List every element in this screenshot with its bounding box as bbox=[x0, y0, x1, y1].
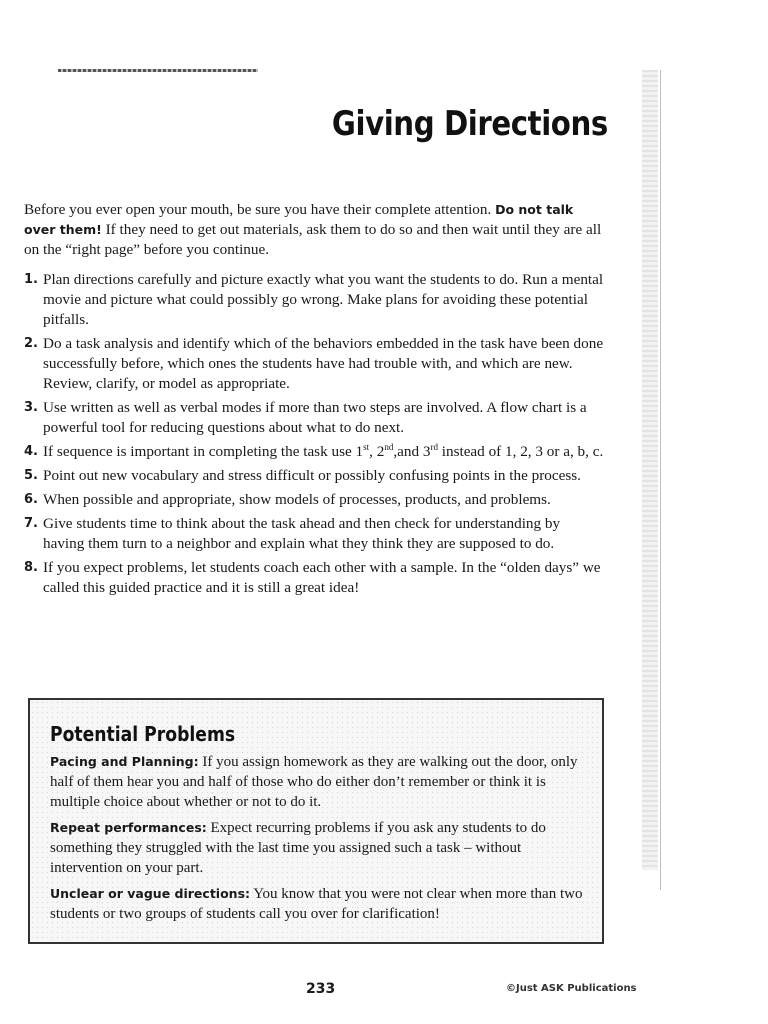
list-number: 3. bbox=[24, 400, 38, 415]
list-number: 1. bbox=[24, 272, 38, 287]
list-item bbox=[24, 466, 604, 486]
ordinal-suffix: nd bbox=[384, 441, 394, 452]
main-content bbox=[24, 200, 604, 602]
intro-paragraph bbox=[24, 200, 604, 260]
list-text: Use written as well as verbal modes if more than two steps are involved. A flow chart is a powerful tool for reducing questions about what to do next. bbox=[43, 399, 587, 436]
list-number: 5. bbox=[24, 468, 38, 483]
scan-edge-shadow bbox=[642, 70, 658, 870]
ordinal-suffix: st bbox=[363, 441, 370, 452]
box-body bbox=[50, 752, 590, 930]
problem-label: Pacing and Planning: bbox=[50, 754, 199, 769]
problem-item bbox=[50, 752, 590, 812]
header-rule bbox=[58, 69, 258, 72]
list-text-part: , 2 bbox=[369, 443, 385, 460]
problem-item bbox=[50, 818, 590, 878]
problem-item bbox=[50, 884, 590, 924]
list-item bbox=[24, 270, 604, 330]
page-number: 233 bbox=[306, 981, 336, 997]
list-item bbox=[24, 490, 604, 510]
list-text bbox=[43, 443, 603, 460]
problem-text: If you assign homework as they are walking out the door, only half of them hear you and half of those who do either don’t remember or think it is multiple choice about whether or not to do it. bbox=[50, 754, 578, 810]
list-item bbox=[24, 558, 604, 598]
box-title: Potential Problems bbox=[50, 722, 236, 746]
list-number: 6. bbox=[24, 492, 38, 507]
running-header bbox=[58, 60, 643, 80]
list-number: 7. bbox=[24, 516, 38, 531]
list-text: Point out new vocabulary and stress difficult or possibly confusing points in the process. bbox=[43, 467, 581, 484]
list-item bbox=[24, 442, 604, 462]
problem-label: Repeat performances: bbox=[50, 820, 207, 835]
problem-text: You know that you were not clear when more than two students or two groups of students call you over for clarification! bbox=[50, 886, 583, 922]
list-text: Plan directions carefully and picture exactly what you want the students to do. Run a mental movie and picture what could possibly go wrong. Make plans for avoiding these potential pitfalls. bbox=[43, 271, 604, 328]
list-item bbox=[24, 514, 604, 554]
page-title: Giving Directions bbox=[332, 104, 608, 144]
list-text-part: instead of 1, 2, 3 or a, b, c. bbox=[437, 443, 604, 460]
intro-text-2: If they need to get out materials, ask them to do so and then wait until they are all on the “right page” before you continue. bbox=[24, 221, 602, 258]
copyright-notice: ©Just ASK Publications bbox=[506, 983, 637, 994]
list-item bbox=[24, 398, 604, 438]
problem-label: Unclear or vague directions: bbox=[50, 886, 251, 901]
potential-problems-box bbox=[28, 698, 604, 944]
list-text-part: If sequence is important in completing the task use 1 bbox=[43, 443, 364, 460]
list-item bbox=[24, 334, 604, 394]
list-text: Do a task analysis and identify which of the behaviors embedded in the task have been done successfully before, which ones the students have had trouble with, and which are new. Review, clarify, or model as appropriate. bbox=[43, 335, 604, 392]
ordinal-suffix: rd bbox=[430, 441, 438, 452]
list-number: 4. bbox=[24, 444, 38, 459]
list-text: Give students time to think about the task ahead and then check for understanding by having them turn to a neighbor and explain what they think they are supposed to do. bbox=[43, 515, 561, 552]
list-text-part: ,and 3 bbox=[393, 443, 431, 460]
list-text: If you expect problems, let students coach each other with a sample. In the “olden days” we called this guided practice and it is still a great idea! bbox=[43, 559, 601, 596]
steps-list bbox=[24, 270, 604, 598]
list-number: 8. bbox=[24, 560, 38, 575]
list-text: When possible and appropriate, show models of processes, products, and problems. bbox=[43, 491, 551, 508]
list-number: 2. bbox=[24, 336, 38, 351]
intro-bold: Do not talk over them! bbox=[24, 202, 574, 237]
problem-text: Expect recurring problems if you ask any students to do something they struggled with the last time you assigned such a task – without intervention on your part. bbox=[50, 820, 546, 876]
intro-text-1: Before you ever open your mouth, be sure you have their complete attention. bbox=[24, 201, 496, 218]
scan-edge-line bbox=[660, 70, 661, 890]
